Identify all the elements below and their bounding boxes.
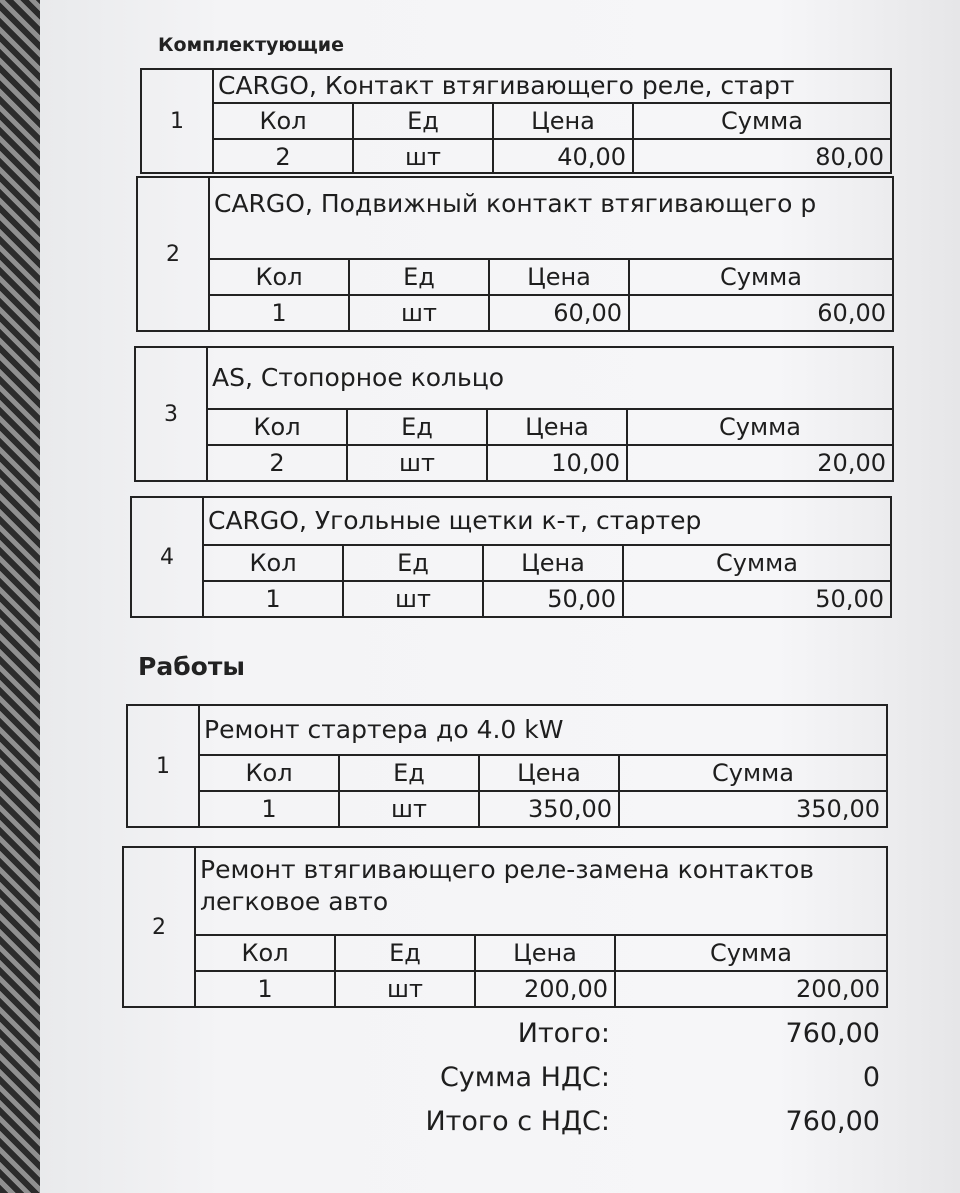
vat-label: Сумма НДС: bbox=[439, 1062, 610, 1093]
total-label: Итого: bbox=[517, 1018, 610, 1049]
qty-value: 2 bbox=[208, 446, 348, 480]
price-header: Цена bbox=[480, 756, 620, 790]
price-value: 60,00 bbox=[490, 296, 630, 330]
price-value: 40,00 bbox=[494, 140, 634, 174]
unit-header: Ед bbox=[350, 260, 490, 294]
work-item-2 bbox=[122, 846, 888, 1008]
qty-value: 2 bbox=[214, 140, 354, 174]
unit-value: шт bbox=[336, 972, 476, 1006]
item-name: CARGO, Подвижный контакт втягивающего р bbox=[210, 178, 892, 260]
price-value: 350,00 bbox=[480, 792, 620, 826]
column-header-row bbox=[208, 410, 892, 446]
price-header: Цена bbox=[490, 260, 630, 294]
part-item-1 bbox=[140, 68, 892, 174]
qty-header: Кол bbox=[200, 756, 340, 790]
unit-header: Ед bbox=[340, 756, 480, 790]
item-number: 2 bbox=[138, 178, 210, 330]
item-name: Ремонт втягивающего реле-замена контактов легковое авто bbox=[196, 848, 886, 936]
totals-block bbox=[380, 1012, 880, 1144]
sum-value: 350,00 bbox=[796, 795, 880, 823]
sum-header: Сумма bbox=[712, 759, 794, 787]
sum-header: Сумма bbox=[720, 263, 802, 291]
value-row bbox=[208, 446, 892, 480]
total-with-vat-label: Итого с НДС: bbox=[425, 1106, 610, 1137]
item-number: 4 bbox=[132, 498, 204, 616]
price-header: Цена bbox=[488, 410, 628, 444]
unit-header: Ед bbox=[348, 410, 488, 444]
item-name: CARGO, Контакт втягивающего реле, старт bbox=[214, 70, 890, 104]
parts-section-title: Комплектующие bbox=[158, 34, 345, 56]
item-number: 2 bbox=[124, 848, 196, 1006]
item-number: 3 bbox=[136, 348, 208, 480]
unit-value: шт bbox=[340, 792, 480, 826]
qty-header: Кол bbox=[204, 546, 344, 580]
total-value: 760,00 bbox=[785, 1018, 880, 1049]
column-header-row bbox=[204, 546, 890, 582]
sum-value: 60,00 bbox=[817, 299, 886, 327]
qty-header: Кол bbox=[210, 260, 350, 294]
item-name: Ремонт стартера до 4.0 kW bbox=[200, 706, 886, 756]
sum-value: 80,00 bbox=[815, 143, 884, 171]
price-value: 10,00 bbox=[488, 446, 628, 480]
sum-value: 20,00 bbox=[817, 449, 886, 477]
sum-value: 200,00 bbox=[796, 975, 880, 1003]
column-header-row bbox=[210, 260, 892, 296]
item-number: 1 bbox=[128, 706, 200, 826]
item-number: 1 bbox=[142, 70, 214, 172]
price-header: Цена bbox=[484, 546, 624, 580]
sum-value: 50,00 bbox=[815, 585, 884, 613]
qty-header: Кол bbox=[208, 410, 348, 444]
works-section-title: Работы bbox=[138, 652, 245, 681]
value-row bbox=[200, 792, 886, 826]
unit-value: шт bbox=[354, 140, 494, 174]
unit-value: шт bbox=[348, 446, 488, 480]
qty-header: Кол bbox=[196, 936, 336, 970]
sum-header: Сумма bbox=[710, 939, 792, 967]
total-with-vat-row bbox=[380, 1100, 880, 1144]
part-item-4 bbox=[130, 496, 892, 618]
column-header-row bbox=[214, 104, 890, 140]
unit-value: шт bbox=[344, 582, 484, 616]
qty-value: 1 bbox=[210, 296, 350, 330]
work-item-1 bbox=[126, 704, 888, 828]
total-row bbox=[380, 1012, 880, 1056]
value-row bbox=[214, 140, 890, 174]
sum-header: Сумма bbox=[716, 549, 798, 577]
value-row bbox=[204, 582, 890, 616]
price-value: 50,00 bbox=[484, 582, 624, 616]
qty-value: 1 bbox=[196, 972, 336, 1006]
vat-value: 0 bbox=[862, 1062, 880, 1093]
price-header: Цена bbox=[494, 104, 634, 138]
qty-value: 1 bbox=[200, 792, 340, 826]
part-item-3 bbox=[134, 346, 894, 482]
vat-row bbox=[380, 1056, 880, 1100]
sum-header: Сумма bbox=[721, 107, 803, 135]
qty-header: Кол bbox=[214, 104, 354, 138]
price-header: Цена bbox=[476, 936, 616, 970]
value-row bbox=[196, 972, 886, 1006]
column-header-row bbox=[200, 756, 886, 792]
sum-header: Сумма bbox=[719, 413, 801, 441]
value-row bbox=[210, 296, 892, 330]
item-name: AS, Стопорное кольцо bbox=[208, 348, 892, 410]
unit-header: Ед bbox=[354, 104, 494, 138]
unit-header: Ед bbox=[336, 936, 476, 970]
qty-value: 1 bbox=[204, 582, 344, 616]
price-value: 200,00 bbox=[476, 972, 616, 1006]
unit-value: шт bbox=[350, 296, 490, 330]
part-item-2 bbox=[136, 176, 894, 332]
unit-header: Ед bbox=[344, 546, 484, 580]
total-with-vat-value: 760,00 bbox=[785, 1106, 880, 1137]
item-name: CARGO, Угольные щетки к-т, стартер bbox=[204, 498, 890, 546]
column-header-row bbox=[196, 936, 886, 972]
